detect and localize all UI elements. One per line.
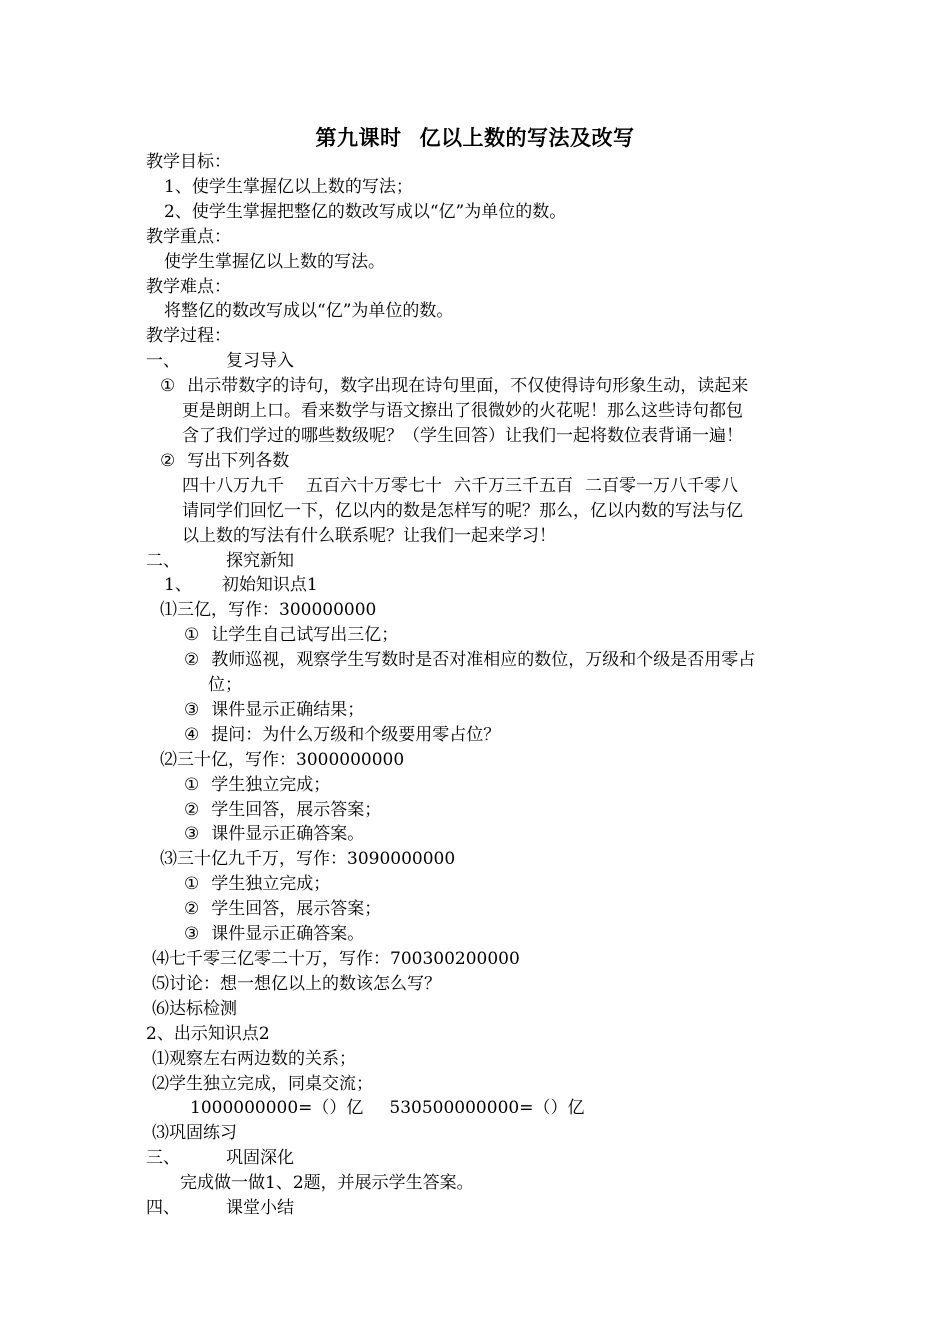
- circled-number: ①: [184, 774, 200, 795]
- section-number: 一、: [146, 351, 180, 372]
- paragraph-line: 出示带数字的诗句，数字出现在诗句里面，不仅使得诗句形象生动，读起来: [187, 376, 749, 397]
- paragraph-line: 完成做一做1、2题，并展示学生答案。: [180, 1173, 474, 1194]
- step-item: [146, 872, 826, 897]
- step-item: [146, 648, 826, 673]
- sub-item: ⑷七千零三亿零二十万，写作：700300200000: [152, 949, 520, 969]
- step-item: [146, 623, 826, 648]
- step-text: 学生回答，展示答案；: [211, 899, 382, 920]
- focus-text: 使学生掌握亿以上数的写法。: [164, 251, 385, 272]
- sub-item: ⑴观察左右两边数的关系；: [152, 1048, 356, 1069]
- paragraph-line: 更是朗朗上口。看来数学与语文擦出了很微妙的火花呢！那么这些诗句都包: [182, 401, 743, 422]
- sub-item: ⑴三亿，写作：300000000: [160, 600, 377, 621]
- number-word: 六千万三千五百: [454, 475, 573, 496]
- circled-number: ③: [184, 699, 200, 720]
- step-continuation: 位；: [208, 675, 242, 696]
- title-topic: 亿以上数的写法及改写: [419, 125, 635, 150]
- section-number: 二、: [146, 550, 180, 571]
- section-heading: [146, 549, 826, 574]
- section-title: 探究新知: [226, 550, 294, 571]
- step-text: 提问：为什么万级和个级要用零占位？: [211, 724, 501, 745]
- circled-number: ②: [184, 650, 200, 671]
- step-text: 学生回答，展示答案；: [211, 799, 382, 820]
- goal-item: 2、使学生掌握把整亿的数改写成以“亿”为单位的数。: [164, 201, 567, 222]
- point-title: 初始知识点1: [221, 575, 318, 596]
- step-item: [146, 773, 826, 798]
- step-text: 教师巡视，观察学生写数时是否对准相应的数位，万级和个级是否用零占: [211, 650, 756, 671]
- circled-number: ①: [184, 874, 200, 895]
- number-word: 二百零一万八千零八: [585, 475, 738, 496]
- step-text: 让学生自己试写出三亿；: [211, 625, 399, 646]
- list-item: [146, 449, 826, 474]
- paragraph-line: 请同学们回忆一下，亿以内的数是怎样写的呢？那么，亿以内数的写法与亿: [182, 500, 743, 521]
- list-item: [146, 374, 826, 399]
- process-heading: 教学过程：: [146, 326, 231, 347]
- section-heading: [146, 1196, 826, 1221]
- step-item: [146, 922, 826, 947]
- focus-heading: 教学重点：: [146, 226, 231, 247]
- sub-item: ⑵学生独立完成，同桌交流；: [152, 1073, 373, 1094]
- paragraph-line: 以上数的写法有什么联系呢？让我们一起来学习！: [182, 525, 556, 546]
- point-number: 1、: [164, 575, 192, 596]
- lesson-body: [146, 150, 826, 1221]
- sub-item: ⑶巩固练习: [152, 1123, 237, 1144]
- circled-number: ③: [184, 824, 200, 845]
- sub-item: ⑶三十亿九千万，写作：3090000000: [160, 849, 456, 870]
- step-text: 学生独立完成；: [211, 874, 331, 895]
- step-item: [146, 723, 826, 748]
- step-item: [146, 897, 826, 922]
- circled-number: ②: [184, 799, 200, 820]
- number-words-line: [146, 474, 826, 499]
- sub-item: ⑸讨论：想一想亿以上的数该怎么写？: [152, 973, 441, 994]
- step-item: [146, 698, 826, 723]
- point-heading: 2、出示知识点2: [146, 1023, 270, 1044]
- section-heading: [146, 1146, 826, 1171]
- circled-number: ④: [184, 724, 200, 745]
- step-text: 学生独立完成；: [211, 774, 331, 795]
- difficulty-heading: 教学难点：: [146, 276, 231, 297]
- page-title: [0, 124, 950, 152]
- circled-number: ①: [160, 376, 176, 397]
- step-item: [146, 798, 826, 823]
- circled-number: ①: [184, 625, 200, 646]
- circled-number: ②: [160, 450, 176, 471]
- paragraph-line: 含了我们学过的哪些数级呢？（学生回答）让我们一起将数位表背诵一遍！: [182, 425, 743, 446]
- list-item-text: 写出下列各数: [187, 450, 290, 471]
- step-text: 课件显示正确答案。: [211, 824, 365, 845]
- title-lesson: 第九课时: [315, 125, 402, 150]
- section-heading: [146, 349, 826, 374]
- goals-heading: 教学目标：: [146, 152, 231, 172]
- equation-line: [146, 1096, 826, 1121]
- goal-item: 1、使学生掌握亿以上数的写法；: [164, 176, 413, 197]
- section-title: 课堂小结: [226, 1198, 294, 1219]
- step-item: [146, 822, 826, 847]
- equation: 1000000000=（）亿: [190, 1098, 364, 1119]
- number-word: 五百六十万零七十: [306, 475, 442, 496]
- number-word: 四十八万九千: [182, 475, 284, 496]
- step-text: 课件显示正确结果；: [211, 699, 365, 720]
- sub-item: ⑵三十亿，写作：3000000000: [160, 749, 405, 770]
- sub-item: ⑹达标检测: [152, 998, 237, 1019]
- section-title: 巩固深化: [226, 1148, 294, 1169]
- circled-number: ③: [184, 924, 200, 945]
- step-text: 课件显示正确答案。: [211, 924, 365, 945]
- difficulty-text: 将整亿的数改写成以“亿”为单位的数。: [164, 301, 454, 322]
- section-number: 三、: [146, 1148, 180, 1169]
- circled-number: ②: [184, 899, 200, 920]
- section-title: 复习导入: [226, 351, 294, 372]
- equation: 530500000000=（）亿: [389, 1098, 585, 1119]
- section-number: 四、: [146, 1198, 180, 1219]
- point-heading: [146, 573, 826, 598]
